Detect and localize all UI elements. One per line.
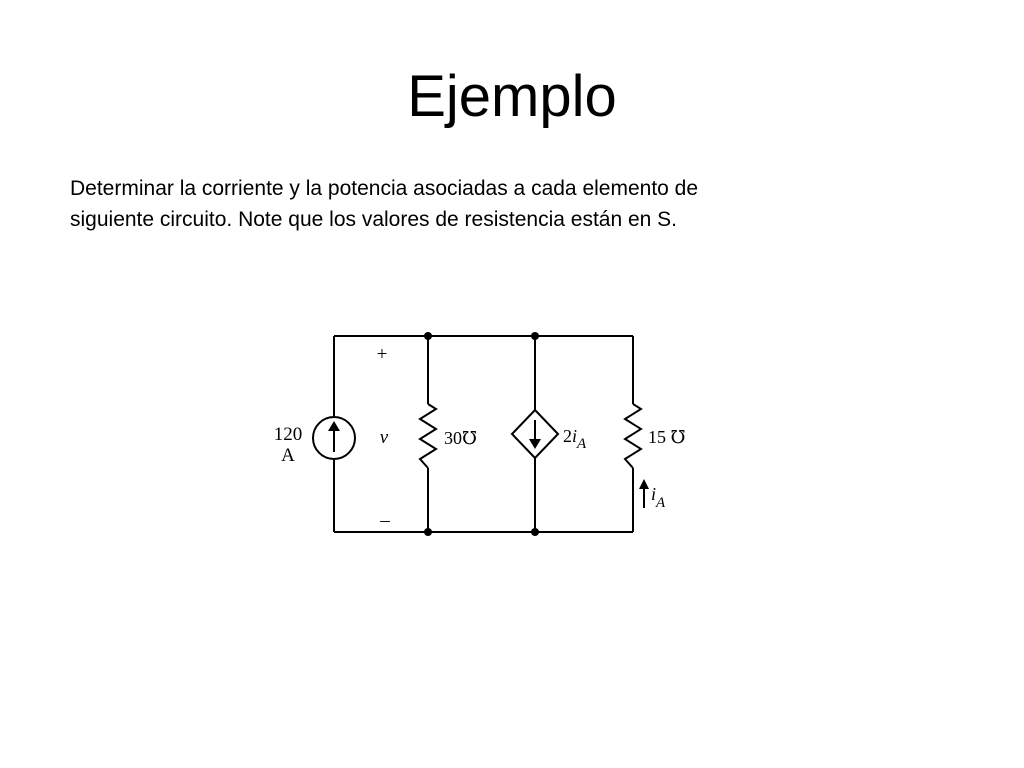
current-indicator-label — [651, 484, 666, 511]
resistor-15-icon — [625, 404, 641, 468]
node-top-1 — [424, 332, 432, 340]
slide-body-text — [70, 173, 970, 235]
circuit-diagram — [260, 320, 700, 550]
independent-current-source — [313, 417, 355, 459]
minus-sign: – — [380, 510, 390, 531]
source-value-label: 120 — [273, 424, 303, 445]
node-top-2 — [531, 332, 539, 340]
dependent-source-arrow-down-icon — [529, 439, 541, 449]
node-bottom-2 — [531, 528, 539, 536]
current-indicator-sub: A — [656, 495, 666, 511]
current-indicator-var: i — [651, 484, 657, 504]
current-source-arrow-up-icon — [328, 421, 340, 431]
dependent-source-sub: A — [577, 436, 587, 452]
slide-title: Ejemplo — [407, 64, 617, 129]
resistor-15-value: 15 — [648, 427, 666, 447]
body-line-2: siguiente circuito. Note que los valores de resistencia están en S. — [70, 208, 678, 231]
resistor-30-value: 30 — [444, 428, 462, 448]
dependent-current-source — [512, 410, 558, 458]
resistor-30-mho-icon: ℧ — [462, 428, 477, 448]
dependent-source-label — [563, 426, 587, 452]
plus-sign: + — [376, 344, 388, 365]
circuit-nodes — [424, 332, 539, 536]
resistor-15-label — [648, 427, 685, 447]
resistor-15-mho-icon: ℧ — [670, 427, 686, 447]
current-indicator-arrow-up-icon — [639, 479, 649, 489]
body-line-1: Determinar la corriente y la potencia asociadas a cada elemento de — [70, 177, 699, 200]
resistor-30-label — [444, 428, 477, 448]
current-indicator — [639, 479, 649, 508]
source-unit-label: A — [281, 445, 295, 466]
resistor-30-icon — [420, 404, 436, 468]
dependent-source-coef: 2 — [563, 426, 572, 446]
node-bottom-1 — [424, 528, 432, 536]
voltage-label: v — [379, 427, 389, 448]
dependent-source-var: i — [572, 426, 578, 446]
